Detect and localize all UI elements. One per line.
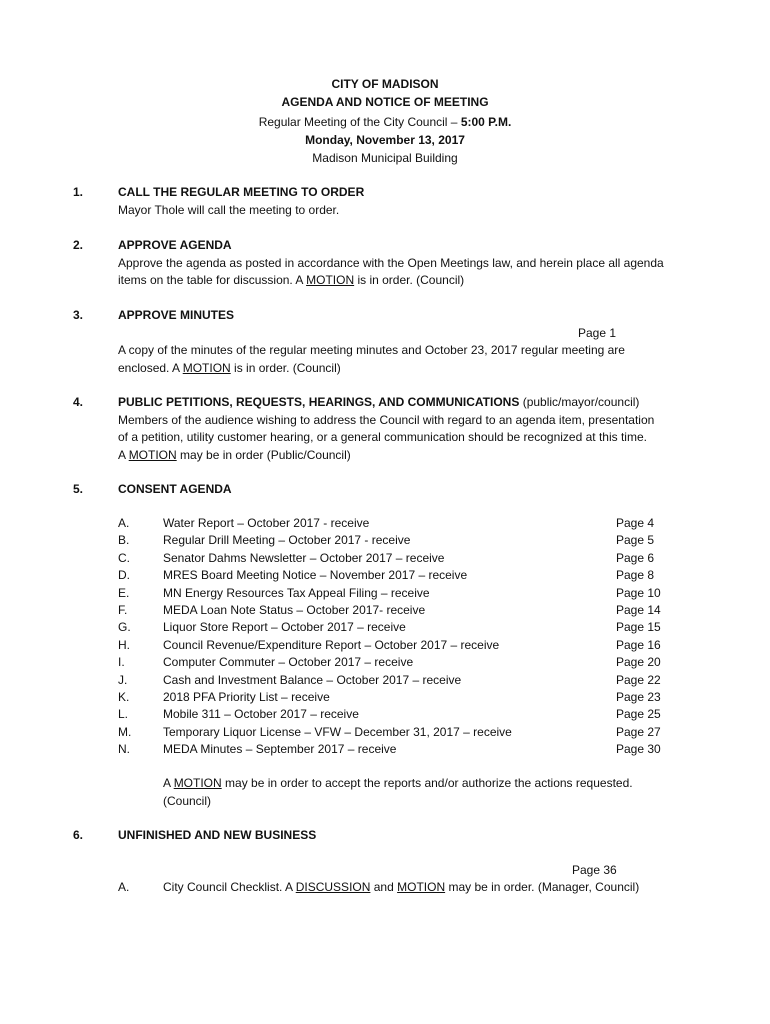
consent-item-text: Temporary Liquor License – VFW – December 31, 2017 – receive [163,724,512,739]
item-2 [118,237,664,290]
item-5-title: CONSENT AGENDA [118,482,232,496]
meeting-line [0,114,770,130]
item-3-text-line1: A copy of the minutes of the regular meeting minutes and October 23, 2017 regular meeting are [118,343,625,357]
consent-item-page: Page 27 [616,724,661,739]
item-5-motion: MOTION [173,776,222,790]
item-4-title-line [118,394,654,412]
item-1-text: Mayor Thole will call the meeting to order. [118,202,340,217]
consent-item-text: Cash and Investment Balance – October 2017 – receive [163,672,462,687]
consent-item-text: MEDA Loan Note Status – October 2017- receive [163,603,426,617]
consent-item-page: Page 14 [616,603,661,617]
item-5-motion-post: may be in order to accept the reports and/or authorize the actions requested. [221,776,633,790]
item-1-title: CALL THE REGULAR MEETING TO ORDER [118,185,365,199]
agenda-title: AGENDA AND NOTICE OF MEETING [281,95,489,109]
consent-item-page: Page 10 [616,585,661,600]
item-4-title-suffix: (public/mayor/council) [519,395,640,409]
item-6-sub-post: may be in order. (Manager, Council) [445,880,640,894]
consent-item-letter: C. [118,550,130,565]
item-3-title: APPROVE MINUTES [118,308,235,322]
item-2-motion: MOTION [306,273,355,287]
item-4 [118,394,654,464]
meeting-time: 5:00 P.M. [460,115,512,129]
consent-item-text: Computer Commuter – October 2017 – receive [163,655,414,670]
consent-item-text: MRES Board Meeting Notice – November 2017 – receive [163,568,468,583]
item-1 [118,184,364,219]
item-6-motion: MOTION [397,880,446,894]
consent-item-letter: K. [118,690,130,704]
consent-item-text: MEDA Minutes – September 2017 – receive [163,742,397,757]
consent-item-page: Page 5 [616,533,655,548]
item-6-sub-mid: and [370,880,398,894]
item-1-number: 1. [73,185,84,199]
item-4-text-line1: Members of the audience wishing to address the Council with regard to an agenda item, presentation [118,412,655,427]
consent-item-text: Mobile 311 – October 2017 – receive [163,707,359,722]
consent-item-page: Page 16 [616,637,661,652]
consent-item-page: Page 23 [616,690,661,704]
consent-item-page: Page 8 [616,568,655,583]
item-6-page: Page 36 [572,863,617,877]
city-name: CITY OF MADISON [331,77,439,91]
item-5-motion-pre: A [163,776,174,790]
consent-item-text: 2018 PFA Priority List – receive [163,690,330,704]
consent-item-letter: G. [118,620,131,635]
consent-item-text: Water Report – October 2017 - receive [163,516,370,530]
meeting-date: Monday, November 13, 2017 [305,133,465,147]
meeting-location: Madison Municipal Building [312,151,458,165]
item-3-page: Page 1 [578,326,617,340]
consent-item-letter: L. [118,707,129,722]
item-4-text-line3 [118,447,654,465]
consent-item-page: Page 25 [616,707,661,722]
item-4-text-line2: of a petition, utility customer hearing, or a general communication should be recognized at this time. [118,430,647,444]
item-3-number: 3. [73,308,84,322]
consent-item-text: Liquor Store Report – October 2017 – receive [163,620,406,635]
consent-item-page: Page 15 [616,620,661,635]
item-2-text-post: is in order. (Council) [354,273,465,287]
consent-item-letter: J. [118,672,128,687]
consent-item-letter: B. [118,533,130,548]
consent-item-letter: D. [118,568,130,583]
consent-item-text: MN Energy Resources Tax Appeal Filing – receive [163,585,430,600]
item-2-title: APPROVE AGENDA [118,238,232,252]
item-2-text-line2 [118,272,664,290]
item-4-title: PUBLIC PETITIONS, REQUESTS, HEARINGS, AND COMMUNICATIONS [118,395,520,409]
item-5-motion-line1 [163,775,633,793]
item-2-text-pre: items on the table for discussion. A [118,273,307,287]
consent-item-page: Page 6 [616,550,655,565]
item-4-number: 4. [73,395,84,409]
item-5-motion-line2: (Council) [163,793,212,808]
item-3-text-line2 [118,360,625,378]
item-4-motion: MOTION [128,447,177,462]
item-6-sub-text [163,879,639,895]
item-6-number: 6. [73,828,84,842]
item-3-text-post: is in order. (Council) [230,360,341,375]
consent-item-text: Council Revenue/Expenditure Report – October 2017 – receive [163,637,500,652]
item-5-motion-block [163,775,633,810]
item-2-text-line1: Approve the agenda as posted in accordance with the Open Meetings law, and herein place all agenda [118,255,664,270]
consent-item-page: Page 20 [616,655,661,670]
consent-item-page: Page 30 [616,742,661,757]
consent-item-text: Regular Drill Meeting – October 2017 - receive [163,533,411,548]
item-6-title: UNFINISHED AND NEW BUSINESS [118,828,317,842]
item-5-number: 5. [73,482,84,496]
item-6-sub-letter: A. [118,880,130,894]
consent-item-letter: M. [118,724,132,739]
consent-item-letter: E. [118,585,130,600]
consent-item-page: Page 4 [616,516,655,530]
consent-item-letter: N. [118,742,130,757]
meeting-prefix: Regular Meeting of the City Council – [258,115,461,129]
consent-item-letter: F. [118,603,128,617]
item-3 [118,342,625,377]
consent-item-text: Senator Dahms Newsletter – October 2017 – receive [163,550,445,565]
item-3-motion: MOTION [182,360,231,375]
item-4-text-pre: A [118,447,129,462]
item-6-discussion: DISCUSSION [295,880,371,894]
consent-item-letter: A. [118,516,130,530]
item-3-text-pre: enclosed. A [118,360,183,375]
item-4-text-post: may be in order (Public/Council) [176,447,351,462]
consent-item-page: Page 22 [616,672,661,687]
item-2-number: 2. [73,238,84,252]
item-6-sub-pre: City Council Checklist. A [163,880,296,894]
consent-item-letter: I. [118,655,125,670]
consent-item-letter: H. [118,637,130,652]
